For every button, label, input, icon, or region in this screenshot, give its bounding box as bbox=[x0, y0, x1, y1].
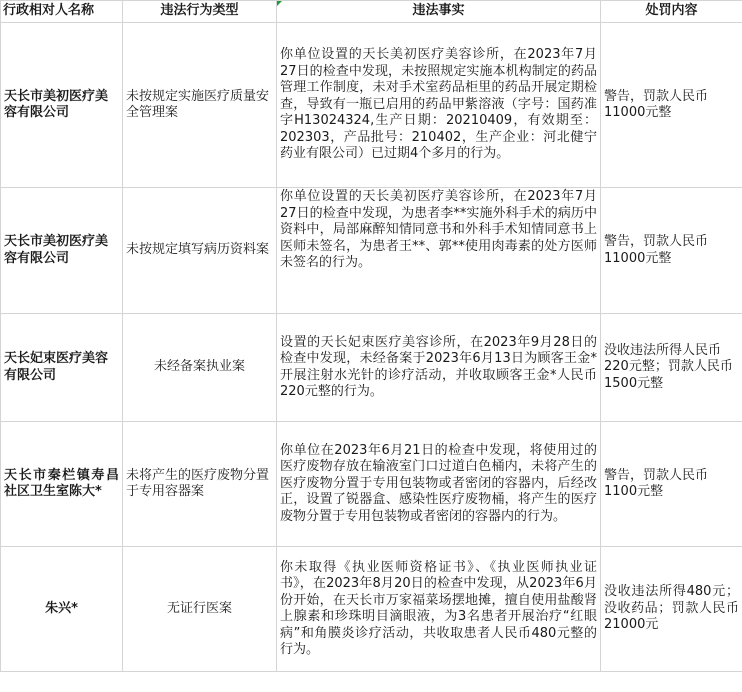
table-row bbox=[1, 23, 742, 188]
header-name[interactable]: 行政相对人名称 bbox=[1, 1, 123, 23]
cell-type[interactable]: 未将产生的医疗废物分置于专用容器案 bbox=[123, 422, 277, 547]
table-row bbox=[1, 422, 742, 547]
comment-marker-icon bbox=[277, 1, 282, 6]
cell-name[interactable]: 朱兴* bbox=[1, 547, 123, 672]
cell-fact[interactable]: 设置的天长妃束医疗美容诊所，在2023年9月28日的检查中发现，未经备案于2023年6月13日为顾客王金*开展注射水光针的诊疗活动，并收取顾客王金*人民币220元整的行为。 bbox=[277, 314, 601, 422]
table-row bbox=[1, 547, 742, 672]
cell-name[interactable]: 天长妃束医疗美容有限公司 bbox=[1, 314, 123, 422]
cell-name[interactable]: 天长市美初医疗美容有限公司 bbox=[1, 23, 123, 188]
cell-type[interactable]: 未经备案执业案 bbox=[123, 314, 277, 422]
cell-penalty[interactable]: 警告，罚款人民币11000元整 bbox=[601, 23, 742, 188]
header-type[interactable]: 违法行为类型 bbox=[123, 1, 277, 23]
table-row bbox=[1, 188, 742, 314]
cell-fact[interactable]: 你单位设置的天长美初医疗美容诊所，在2023年7月27日的检查中发现，未按照规定实施本机构制定的药品管理工作制度，未对手术室药品柜里的药品开展定期检查，导致有一瓶已启用的药品甲紫溶液（字号：国药准字H13024324,生产日期：20210409，有效期至：202303，产品批号：210402，生产企业：河北健宁药业有限公司）已过期4个多月的行为。 bbox=[277, 23, 601, 188]
table-row bbox=[1, 314, 742, 422]
cell-fact[interactable]: 你未取得《执业医师资格证书》、《执业医师执业证书》，在2023年8月20日的检查中发现，从2023年6月份开始，在天长市万家福菜场摆地摊，擅自使用盐酸肾上腺素和珍珠明目滴眼液，为3名患者开展治疗“红眼病”和角膜炎诊疗活动，共收取患者人民币480元整的行为。 bbox=[277, 547, 601, 672]
cell-name[interactable]: 天长市美初医疗美容有限公司 bbox=[1, 188, 123, 314]
header-fact-label: 违法事实 bbox=[412, 3, 465, 19]
cell-type[interactable]: 未按规定实施医疗质量安全管理案 bbox=[123, 23, 277, 188]
cell-penalty[interactable]: 没收违法所得480元；没收药品；罚款人民币21000元 bbox=[601, 547, 742, 672]
cell-penalty[interactable]: 警告，罚款人民币1100元整 bbox=[601, 422, 742, 547]
cell-name[interactable]: 天长市秦栏镇寿昌社区卫生室陈大* bbox=[1, 422, 123, 547]
cell-penalty[interactable]: 警告，罚款人民币11000元整 bbox=[601, 188, 742, 314]
cell-penalty[interactable]: 没收违法所得人民币220元整；罚款人民币1500元整 bbox=[601, 314, 742, 422]
header-fact[interactable] bbox=[277, 1, 601, 23]
header-penalty[interactable]: 处罚内容 bbox=[601, 1, 742, 23]
header-row bbox=[1, 1, 742, 23]
cell-fact[interactable]: 你单位设置的天长美初医疗美容诊所，在2023年7月27日的检查中发现，为患者李**实施外科手术的病历中资料中，局部麻醉知情同意书和外科手术知情同意书上医师未签名，为患者王**、郭**使用肉毒素的处方医师未签名的行为。 bbox=[277, 188, 601, 314]
cell-type[interactable]: 未按规定填写病历资料案 bbox=[123, 188, 277, 314]
cell-type[interactable]: 无证行医案 bbox=[123, 547, 277, 672]
cell-fact[interactable]: 你单位在2023年6月21日的检查中发现，将使用过的医疗废物存放在输液室门口过道白色桶内，未将产生的医疗废物分置于专用包装物或者密闭的容器内，后经改正，设置了锐器盒、感染性医疗废物桶，将产生的医疗废物分置于专用包装物或者密闭的容器内的行为。 bbox=[277, 422, 601, 547]
